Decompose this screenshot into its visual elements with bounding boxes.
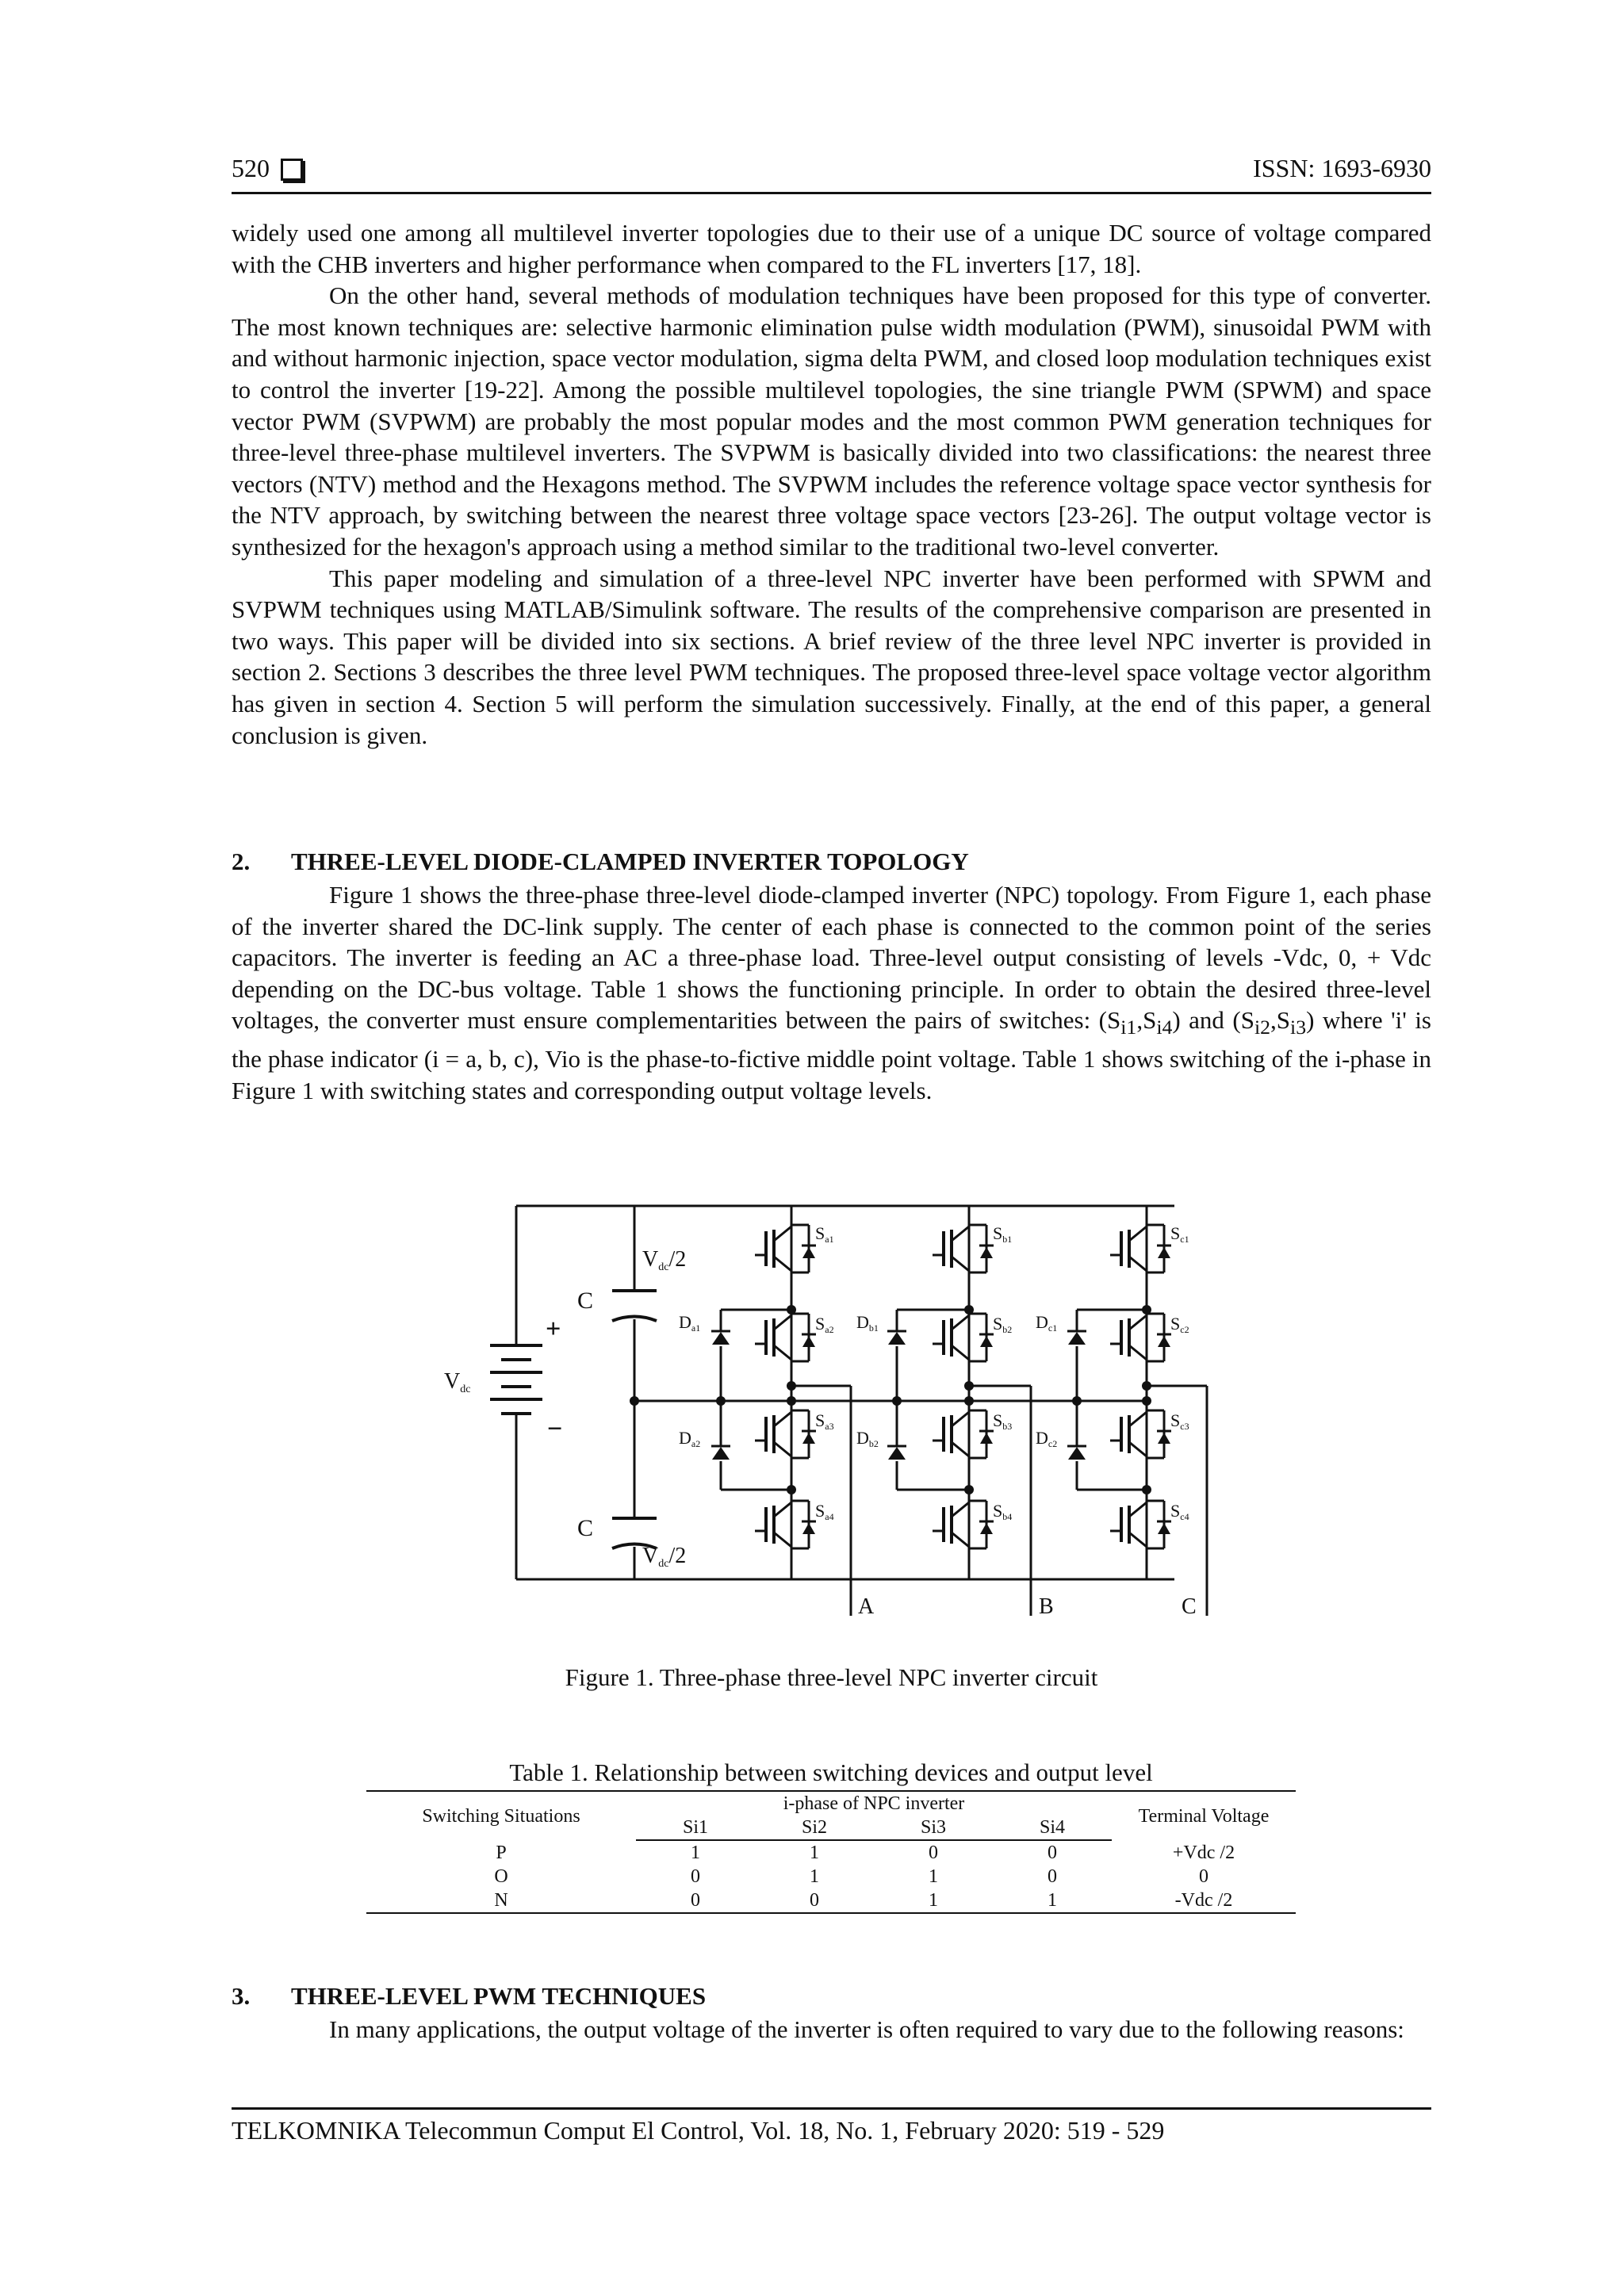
text-run: S — [1240, 1006, 1254, 1035]
cap-label-top: C — [577, 1288, 594, 1314]
subscript: i2 — [1254, 1016, 1271, 1039]
switch-label: Sb2 — [993, 1314, 1013, 1335]
switch-label: Sa1 — [815, 1223, 834, 1245]
table-cell: 1 — [810, 1843, 819, 1863]
figure-caption: Figure 1. Three-phase three-level NPC inverter circuit — [565, 1663, 1098, 1691]
text-run: S — [1106, 1006, 1121, 1035]
header-si1: Si1 — [636, 1816, 755, 1840]
section-3-heading — [232, 1982, 706, 2011]
section-title: THREE-LEVEL DIODE-CLAMPED INVERTER TOPOLOGY — [291, 848, 969, 875]
circuit-wiring — [516, 1206, 1221, 1616]
text-run: , — [1136, 1006, 1143, 1035]
section-number: 3. — [232, 1982, 251, 2010]
header-group: i-phase of NPC inverter — [636, 1791, 1112, 1816]
header-si3: Si3 — [874, 1816, 993, 1840]
box-bullet-icon — [281, 159, 303, 181]
table-header-row — [366, 1791, 1296, 1816]
table-row — [366, 1888, 1296, 1913]
paragraph: On the other hand, several methods of modulation techniques have been proposed for this type of converter. The most known techniques are: selective harmonic elimination pulse width modulation (PWM), sinusoidal PWM with and without harmonic injection, space vector modulation, sigma delta PWM, and closed loop modulation techniques exist to control the inverter [19-22]. Among the possible multilevel topologies, the sine triangle PWM (SPWM) and space vector PWM (SVPWM) are probably the most popular modes and the most common PWM generation techniques for three-level three-phase multilevel inverters. The SVPWM is basically divided into two classifications: the nearest three vectors (NTV) method and the Hexagons method. The SVPWM includes the reference voltage space vector synthesis for the NTV approach, by switching between the nearest three voltage space vectors [23-26]. The output voltage vector is synthesized for the hexagon's approach using a method similar to the traditional two-level converter. — [232, 281, 1431, 561]
header-si2: Si2 — [755, 1816, 874, 1840]
npc-inverter-circuit-figure — [428, 1193, 1221, 1621]
switch-label: Sb3 — [993, 1410, 1013, 1432]
diode-label: Db1 — [856, 1312, 879, 1334]
section-number: 2. — [232, 848, 251, 875]
text-run: S — [1143, 1006, 1157, 1035]
page-number-text: 520 — [232, 154, 270, 182]
table-cell: 1 — [929, 1866, 938, 1887]
switch-label: Sa4 — [815, 1501, 834, 1522]
table-row — [366, 1840, 1296, 1865]
paragraph: This paper modeling and simulation of a three-level NPC inverter have been performed with SPWM and SVPWM techniques using MATLAB/Simulink software. The results of the comprehensive comparison are presented in two ways. This paper will be divided into six sections. A brief review of the three level NPC inverter is provided in section 2. Sections 3 describes the three level PWM techniques. The proposed three-level space voltage vector algorithm has given in section 4. Section 5 will perform the simulation successively. Finally, at the end of this paper, a general conclusion is given. — [232, 564, 1431, 749]
cap-label-bottom: C — [577, 1515, 594, 1541]
table-cell: 1 — [691, 1843, 700, 1863]
table-cell: 0 — [755, 1888, 874, 1913]
switch-label: Sa3 — [815, 1410, 834, 1432]
table-1 — [366, 1758, 1296, 1914]
circuit-labels — [444, 1223, 1197, 1619]
table-cell: O — [494, 1866, 508, 1887]
text-run: Figure 1 shows the three-phase three-level diode-clamped inverter (NPC) topology. From Figure 1, each phase of the inverter shared the DC-link supply. The center of each phase is connected to the common point of the series capacitors. The inverter is feeding an AC a three-phase load. Three-level output consisting of levels -Vdc, 0, + Vdc depending on the DC-bus voltage. Table 1 shows the functioning principle. In order to obtain the desired three-level voltages, the converter must ensure complementarities between the pairs of switches: ( — [232, 881, 1431, 1035]
switch-label: Sc2 — [1170, 1314, 1189, 1335]
section-title: THREE-LEVEL PWM TECHNIQUES — [291, 1982, 707, 2010]
table-row — [366, 1865, 1296, 1888]
table-cell: 0 — [1048, 1843, 1057, 1863]
diode-label: Da1 — [679, 1312, 701, 1334]
intro-text — [232, 217, 1431, 751]
table-title: Table 1. Relationship between switching devices and output level — [509, 1758, 1153, 1786]
switch-label: Sb4 — [993, 1501, 1013, 1522]
switch-label: Sc4 — [1170, 1501, 1189, 1522]
table-cell: 0 — [691, 1866, 700, 1887]
subscript: i1 — [1120, 1016, 1137, 1039]
output-b-label: B — [1039, 1594, 1054, 1619]
subscript: i3 — [1290, 1016, 1307, 1039]
text-run: ) where 'i' is the phase indicator (i = a, b, c), Vio is the phase-to-fictive middle point voltage. Table 1 shows switching of the i-phase in Figure 1 with switching states and corresponding output voltage levels. — [232, 1006, 1431, 1104]
output-a-label: A — [858, 1594, 875, 1619]
table-cell: -Vdc /2 — [1112, 1888, 1296, 1913]
section-2-heading — [232, 848, 969, 876]
text-run: S — [1276, 1006, 1291, 1035]
switch-label: Sa2 — [815, 1314, 834, 1335]
switch-label: Sc1 — [1170, 1223, 1189, 1245]
page-number — [232, 154, 303, 183]
header-si4: Si4 — [993, 1816, 1112, 1840]
table-cell: 0 — [636, 1888, 755, 1913]
circuit-svg — [428, 1193, 1221, 1621]
text-run: ) and ( — [1172, 1006, 1241, 1035]
section-3-text — [232, 2014, 1431, 2045]
switch-label: Sc3 — [1170, 1410, 1189, 1432]
page-footer: TELKOMNIKA Telecommun Comput El Control, Vol. 18, No. 1, February 2020: 519 - 529 — [232, 2107, 1431, 2145]
table-cell: 1 — [874, 1888, 993, 1913]
vdc-half-top: Vdc/2 — [642, 1247, 687, 1273]
page-header — [232, 154, 1431, 194]
paragraph: In many applications, the output voltage of the inverter is often required to vary due to the following reasons: — [329, 2015, 1404, 2043]
vdc-half-bottom: Vdc/2 — [642, 1544, 687, 1570]
table-cell: 1 — [993, 1888, 1112, 1913]
dc-source — [490, 1345, 542, 1414]
header-terminal-voltage: Terminal Voltage — [1112, 1791, 1296, 1840]
diode-label: Dc1 — [1036, 1312, 1058, 1334]
paragraph — [232, 879, 1431, 1106]
diode-label: Db2 — [856, 1428, 879, 1449]
table-cell: 0 — [929, 1843, 938, 1863]
vdc-label: Vdc — [444, 1369, 471, 1395]
table-cell: P — [496, 1842, 507, 1863]
paragraph: widely used one among all multilevel inverter topologies due to their use of a unique DC source of voltage compared with the CHB inverters and higher performance when compared to the FL inverters [17, 18]. — [232, 219, 1431, 278]
subscript: i4 — [1156, 1016, 1173, 1039]
switch-label: Sb1 — [993, 1223, 1013, 1245]
minus-sign: − — [547, 1414, 563, 1444]
table-cell: 1 — [810, 1866, 819, 1887]
section-2-text — [232, 879, 1431, 1106]
issn: ISSN: 1693-6930 — [1253, 154, 1431, 182]
table-cell: +Vdc /2 — [1172, 1842, 1235, 1863]
diode-label: Dc2 — [1036, 1428, 1058, 1449]
table-cell: N — [366, 1888, 636, 1913]
diode-label: Da2 — [679, 1428, 701, 1449]
switching-table — [366, 1790, 1296, 1914]
text-run: , — [1270, 1006, 1277, 1035]
header-switching-situations: Switching Situations — [366, 1791, 636, 1840]
table-cell: 0 — [1048, 1866, 1057, 1887]
plus-sign: + — [546, 1314, 561, 1344]
table-cell: 0 — [1199, 1866, 1208, 1887]
output-c-label: C — [1182, 1594, 1197, 1619]
